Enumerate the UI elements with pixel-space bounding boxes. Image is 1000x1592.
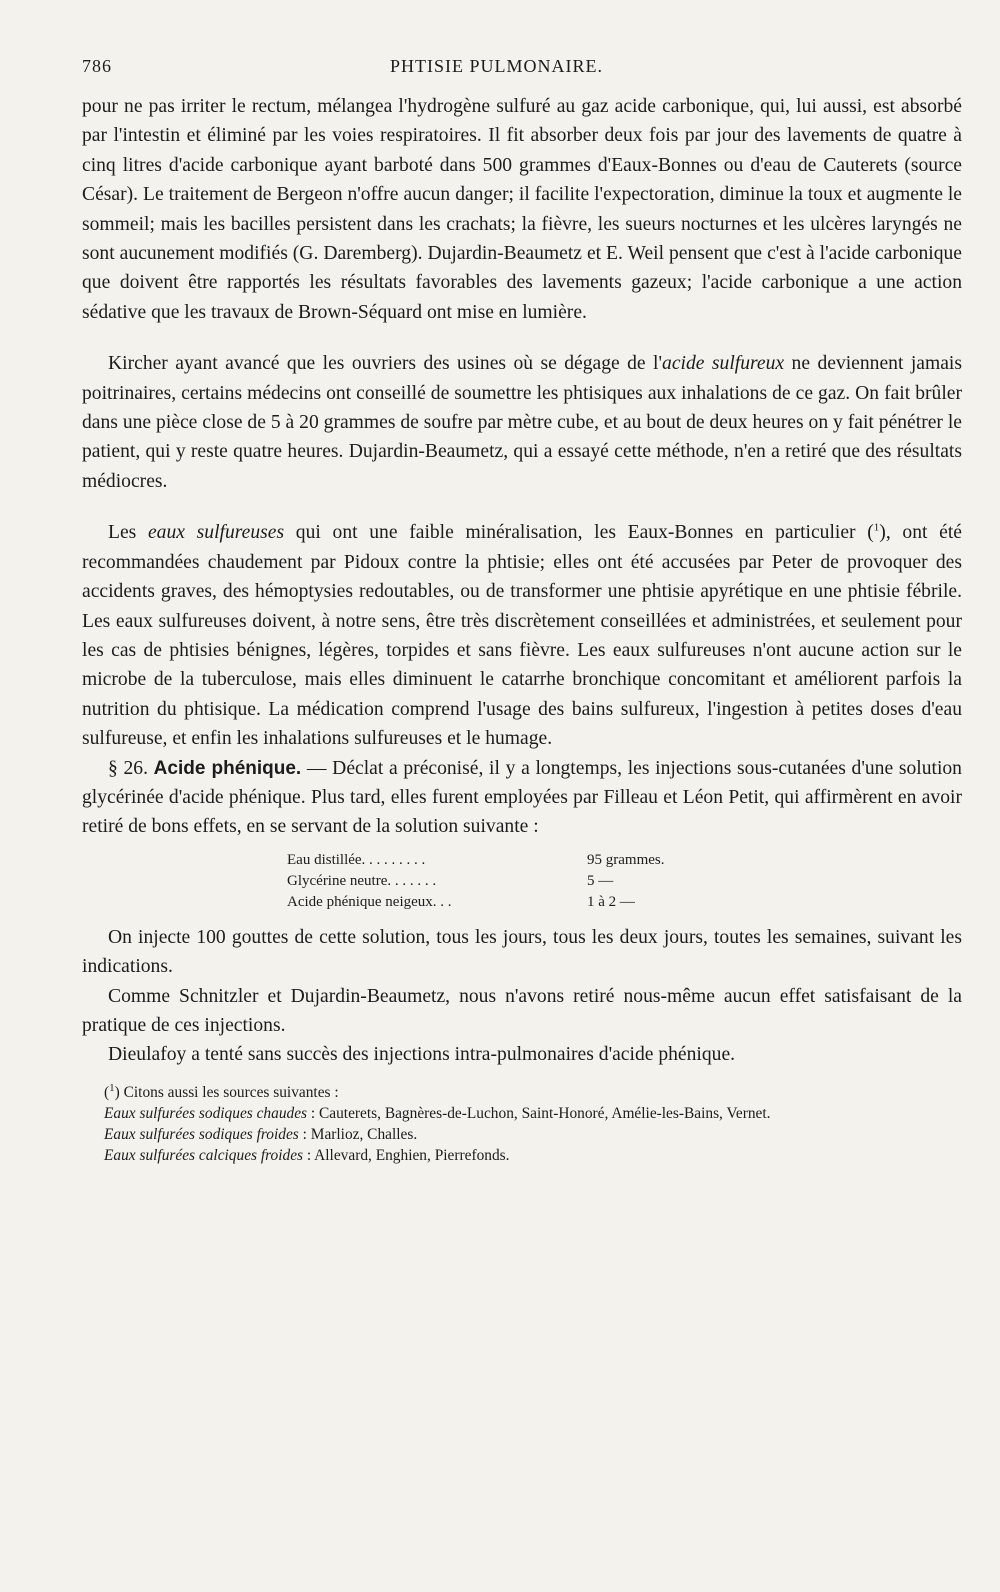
footnote-1-text: Citons aussi les sources suivantes : bbox=[119, 1083, 339, 1101]
paragraph-1: pour ne pas irriter le rectum, mélangea l'hydrogène sulfuré au gaz acide carbonique, qui, lui aussi, est absorbé par l'intestin et éliminé par les voies respiratoires. Il fit absorber deux fois par jour des lavements de quatre à cinq litres d'acide carbonique ayant barboté dans 500 grammes d'Eaux-Bonnes ou d'eau de Cauterets (source César). Le traitement de Bergeon n'offre aucun danger; il facilite l'expectoration, diminue la toux et augmente le sommeil; mais les bacilles persistent dans les crachats; la fièvre, les sueurs nocturnes et les ulcères laryngés ne sont aucunement modifiés (G. Daremberg). Dujardin-Beaumetz et E. Weil pensent que c'est à l'acide carbonique que doivent être rapportés les résultats favorables des lavements gazeux; l'acide carbonique a une action sédative que les travaux de Brown-Séquard ont mise en lumière. bbox=[82, 96, 962, 323]
recipe-row bbox=[287, 850, 962, 871]
footnote-line-2 bbox=[82, 1103, 962, 1124]
paragraph-3-emphasis: eaux sulfureuses bbox=[147, 522, 285, 544]
paragraph-7: Dieulafoy a tenté sans succès des injections intra-pulmonaires d'acide phénique. bbox=[108, 1044, 736, 1066]
footnote-line-3 bbox=[82, 1124, 962, 1145]
paragraph-3 bbox=[82, 518, 962, 753]
paragraph-5: On injecte 100 gouttes de cette solution, tous les jours, tous les deux jours, toutes les semaines, suivant les indications. bbox=[82, 926, 962, 978]
recipe-quantity: 95 grammes. bbox=[587, 851, 665, 868]
recipe-ingredient: Glycérine neutre. . . . . . . bbox=[287, 872, 437, 889]
paragraph-2-emphasis: acide sulfureux bbox=[662, 353, 785, 375]
footnote-1: ($^1$) Citons aussi les sources suivantes : bbox=[104, 1081, 339, 1101]
footnote-2-text: : Cauterets, Bagnères-de-Luchon, Saint-Honoré, Amélie-les-Bains, Vernet. bbox=[307, 1104, 771, 1122]
paragraph-2-text-b: ne deviennent jamais poitrinaires, certains médecins ont conseillé de soumettre les phtisiques aux inhalations de ce gaz. On fait brûler dans une pièce close de 5 à 20 grammes de soufre par mètre cube, et au bout de deux heures on y fait pénétrer le patient, qui y reste quatre heures. Dujardin-Beaumetz, qui a essayé cette méthode, n'en a retiré que des résultats médiocres. bbox=[82, 353, 962, 492]
paragraph-4-text: — Déclat a préconisé, il y a longtemps, les injections sous-cutanées d'une solution glycérinée d'acide phénique. Plus tard, elles furent employées par Filleau et Léon Petit, qui affirmèrent en avoir retiré de bons effets, en se servant de la solution suivante : bbox=[82, 757, 962, 838]
recipe-row bbox=[287, 892, 962, 913]
main-text bbox=[82, 92, 962, 1166]
recipe-ingredient: Acide phénique neigeux. . . bbox=[287, 893, 452, 910]
recipe-row bbox=[287, 871, 962, 892]
paragraph-3-text-c: ), ont été recommandées chaudement par Pidoux contre la phtisie; elles ont été accusées par Peter de provoquer des accidents graves, des hémoptysies redoutables, ou de transformer une phtisie apyrétique en une phtisie fébrile. Les eaux sulfureuses doivent, à notre sens, être très discrètement conseillées et administrées, et seulement pour les cas de phtisies bénignes, légères, torpides et sans fièvre. Les eaux sulfureuses n'ont aucune action sur le microbe de la tuberculose, mais elles diminuent le catarrhe bronchique concomitant et améliorent parfois la nutrition du phtisique. La médication comprend l'usage des bains sulfureux, l'ingestion à petites doses d'eau sulfureuse, et enfin les inhalations sulfureuses et le humage. bbox=[82, 522, 962, 750]
paragraph-6: Comme Schnitzler et Dujardin-Beaumetz, nous n'avons retiré nous-même aucun effet satisfaisant de la pratique de ces injections. bbox=[82, 985, 962, 1036]
paragraph-4 bbox=[82, 754, 962, 842]
recipe-quantity: 1 à 2 — bbox=[587, 893, 635, 910]
footnote-line-4 bbox=[82, 1145, 962, 1166]
footnote-4-label: Eaux sulfurées calciques froides bbox=[104, 1146, 304, 1164]
footnote-ref-1: 1 bbox=[873, 521, 880, 534]
recipe-quantity: 5 — bbox=[587, 872, 614, 889]
section-number: § 26. bbox=[108, 757, 148, 779]
recipe-ingredient: Eau distillée. . . . . . . . . bbox=[287, 851, 426, 868]
section-title: Acide phénique. bbox=[153, 757, 302, 779]
paragraph-3-text-a: Les bbox=[108, 522, 148, 544]
footnote-3-label: Eaux sulfurées sodiques froides bbox=[104, 1125, 299, 1143]
page-number: 786 bbox=[82, 56, 112, 76]
paragraph-3-text-b: qui ont une faible minéralisation, les Eaux-Bonnes en particulier ( bbox=[284, 522, 874, 544]
footnotes bbox=[82, 1082, 962, 1166]
paragraph-2 bbox=[82, 349, 962, 496]
recipe-table bbox=[287, 850, 962, 913]
footnote-4-text: : Allevard, Enghien, Pierrefonds. bbox=[303, 1146, 510, 1164]
footnote-2-label: Eaux sulfurées sodiques chaudes bbox=[104, 1104, 308, 1122]
paragraph-2-text-a: Kircher ayant avancé que les ouvriers des usines où se dégage de l' bbox=[108, 353, 663, 375]
running-title: PHTISIE PULMONAIRE. bbox=[390, 56, 604, 76]
footnote-mark: 1 bbox=[109, 1081, 115, 1094]
footnote-3-text: : Marlioz, Challes. bbox=[298, 1125, 418, 1143]
